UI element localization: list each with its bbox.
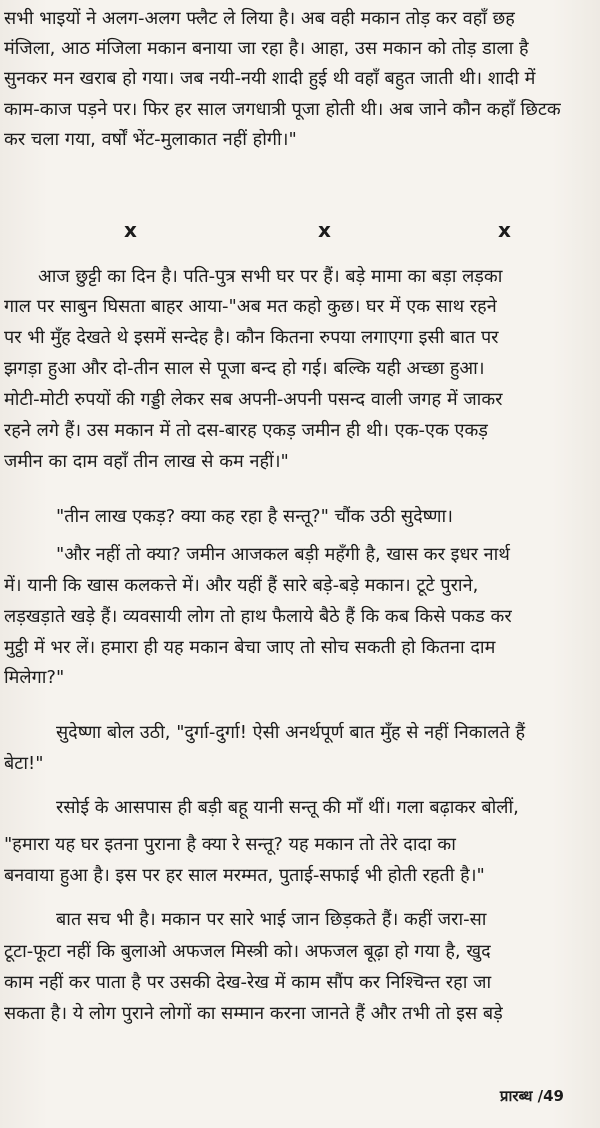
- text-line: सभी भाइयों ने अलग-अलग फ्लैट ले लिया है। अब वही मकान तोड़ कर वहाँ छह: [4, 8, 515, 29]
- text-line: बात सच भी है। मकान पर सारे भाई जान छिड़कते हैं। कहीं जरा-सा: [56, 909, 487, 930]
- text-line: रसोई के आसपास ही बड़ी बहू यानी सन्तू की माँ थीं। गला बढ़ाकर बोलीं,: [56, 797, 519, 818]
- text-line: जमीन का दाम वहाँ तीन लाख से कम नहीं।": [4, 451, 289, 472]
- text-line: बेटा!": [4, 753, 44, 774]
- text-line: मुट्ठी में भर लें। हमारा ही यह मकान बेचा जाए तो सोच सकती हो कितना दाम: [4, 637, 496, 658]
- text-line: झगड़ा हुआ और दो-तीन साल से पूजा बन्द हो गई। बल्कि यही अच्छा हुआ।: [4, 358, 485, 379]
- text-line: में। यानी कि खास कलकत्ते में। और यहीं हैं सारे बड़े-बड़े मकान। टूटे पुराने,: [4, 575, 479, 596]
- text-line: मंजिला, आठ मंजिला मकान बनाया जा रहा है। आहा, उस मकान को तोड़ डाला है: [4, 38, 529, 59]
- text-line: आज छुट्टी का दिन है। पति-पुत्र सभी घर पर हैं। बड़े मामा का बड़ा लड़का: [38, 266, 503, 287]
- text-line: सकता है। ये लोग पुराने लोगों का सम्मान करना जानते हैं और तभी तो इस बड़े: [4, 1003, 503, 1024]
- text-line: "तीन लाख एकड़? क्या कह रहा है सन्तू?" चौंक उठी सुदेष्णा।: [56, 506, 453, 527]
- text-line: कर चला गया, वर्षों भेंट-मुलाकात नहीं होगी।": [4, 129, 297, 150]
- text-line: मिलेगा?": [4, 667, 65, 688]
- separator-mark: x: [124, 218, 137, 242]
- text-line: लड़खड़ाते खड़े हैं। व्यवसायी लोग तो हाथ फैलाये बैठे हैं कि कब किसे पकड कर: [4, 606, 512, 627]
- page-footer: प्रारब्ध /49: [499, 1087, 564, 1105]
- text-line: रहने लगे हैं। उस मकान में तो दस-बारह एकड़ जमीन ही थी। एक-एक एकड़: [4, 420, 488, 441]
- text-line: काम नहीं कर पाता है पर उसकी देख-रेख में काम सौंप कर निश्चिन्त रहा जा: [4, 972, 492, 993]
- text-line: "हमारा यह घर इतना पुराना है क्या रे सन्तू? यह मकान तो तेरे दादा का: [4, 834, 456, 855]
- separator-mark: x: [498, 218, 511, 242]
- text-line: बनवाया हुआ है। इस पर हर साल मरम्मत, पुताई-सफाई भी होती रहती है।": [4, 865, 485, 886]
- text-line: सुनकर मन खराब हो गया। जब नयी-नयी शादी हुई थी वहाँ बहुत जाती थी। शादी में: [4, 68, 536, 89]
- text-line: मोटी-मोटी रुपयों की गड्डी लेकर सब अपनी-अपनी पसन्द वाली जगह में जाकर: [4, 389, 503, 410]
- text-line: सुदेष्णा बोल उठी, "दुर्गा-दुर्गा! ऐसी अनर्थपूर्ण बात मुँह से नहीं निकालते हैं: [56, 722, 526, 743]
- separator-mark: x: [318, 218, 331, 242]
- text-line: गाल पर साबुन घिसता बाहर आया-"अब मत कहो कुछ। घर में एक साथ रहने: [4, 296, 497, 317]
- text-line: पर भी मुँह देखते थे इसमें सन्देह है। कौन कितना रुपया लगाएगा इसी बात पर: [4, 327, 499, 348]
- text-line: "और नहीं तो क्या? जमीन आजकल बड़ी महँगी है, खास कर इधर नार्थ: [56, 544, 510, 565]
- text-line: काम-काज पड़ने पर। फिर हर साल जगधात्री पूजा होती थी। अब जाने कौन कहाँ छिटक: [4, 99, 561, 120]
- text-line: टूटा-फूटा नहीं कि बुलाओ अफजल मिस्त्री को। अफजल बूढ़ा हो गया है, खुद: [4, 941, 491, 962]
